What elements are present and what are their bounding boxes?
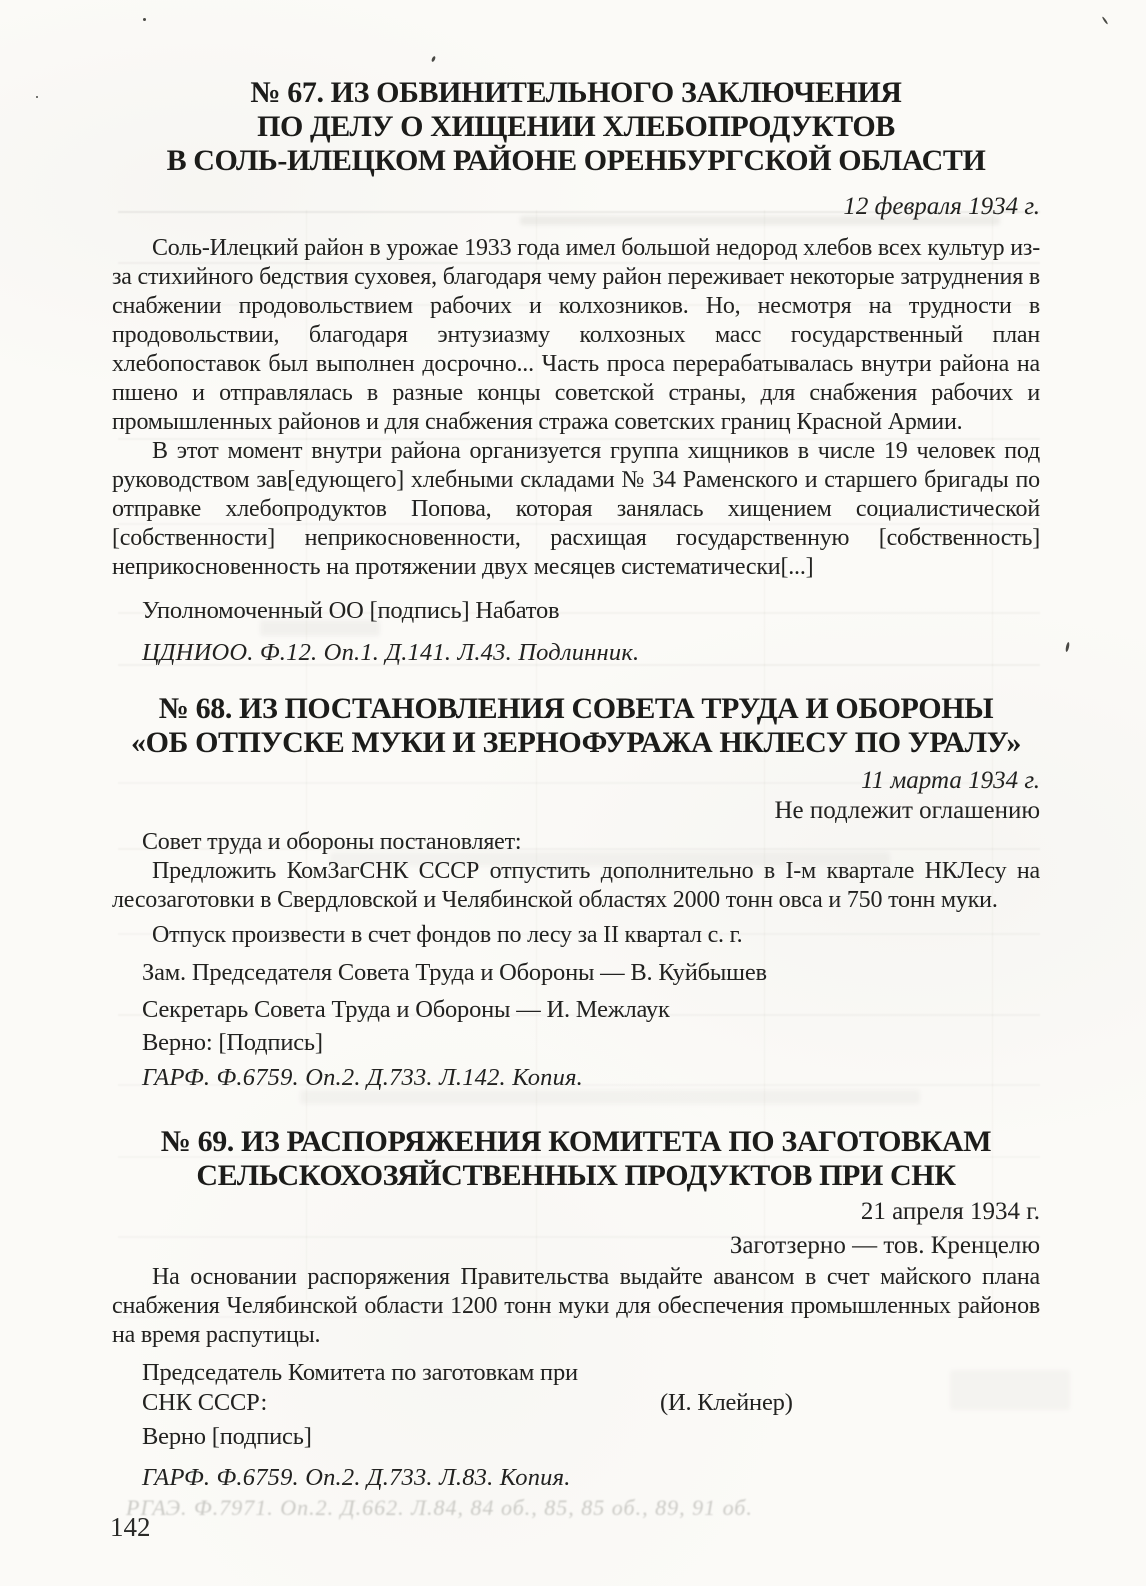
doc67-archive-ref: ЦДНИОО. Ф.12. Оп.1. Д.141. Л.43. Подлинник.	[142, 639, 640, 666]
doc69-date: 21 апреля 1934 г.	[860, 1198, 1040, 1225]
doc67-signature: Уполномоченный ОО [подпись] Набатов	[142, 597, 560, 624]
doc68-classification: Не подлежит оглашению	[774, 797, 1040, 824]
doc69-title	[112, 1125, 1040, 1193]
doc67-title-line-3: В СОЛЬ-ИЛЕЦКОМ РАЙОНЕ ОРЕНБУРГСКОЙ ОБЛАСТИ	[166, 144, 986, 177]
doc69-title-line-1: № 69. ИЗ РАСПОРЯЖЕНИЯ КОМИТЕТА ПО ЗАГОТОВКАМ	[160, 1125, 992, 1158]
doc69-signature-role-line-2: СНК СССР:	[142, 1389, 268, 1416]
doc69-title-line-2: СЕЛЬСКОХОЗЯЙСТВЕННЫХ ПРОДУКТОВ ПРИ СНК	[196, 1159, 956, 1192]
doc69-signature-row	[112, 1388, 1040, 1418]
doc68-date: 11 марта 1934 г.	[860, 767, 1040, 794]
doc67-paragraph-1: Соль-Илецкий район в урожае 1933 года имел большой недород хлебов всех культур из-за стихийного бедствия суховея, благодаря чему район переживает некоторые затруднения в снабжении продовольствием рабочих и колхозников. Но, несмотря на трудности в продовольствии, благодаря энтузиазму колхозных масс государственный план хлебопоставок был выполнен досрочно... Часть проса перерабатывалась внутри района на пшено и отправлялась в разные концы советской страны, для снабжения рабочих и промышленных районов и для снабжения стража советских границ Красной Армии.	[112, 235, 1040, 435]
scan-speck	[1065, 642, 1070, 652]
doc67-title	[112, 76, 1040, 178]
doc68-title-line-2: «ОБ ОТПУСКЕ МУКИ И ЗЕРНОФУРАЖА НКЛЕСУ ПО УРАЛУ»	[131, 726, 1021, 759]
doc69-addressee: Заготзерно — тов. Кренцелю	[729, 1232, 1040, 1259]
doc68-signature-2: Секретарь Совета Труда и Обороны — И. Межлаук	[142, 996, 670, 1023]
doc67-paragraph-2: В этот момент внутри района организуется группа хищников в числе 19 человек под руководством зав[едующего] хлебными складами № 34 Раменского и старшего бригады по отправке хлебопродуктов Попова, которая занялась хищением социалистической [собственности] неприкосновенности, расхищая государственную [собственность] неприкосновенность на протяжении двух месяцев систематически[...]	[112, 438, 1040, 580]
doc69-signature-role-line-1: Председатель Комитета по заготовкам при	[142, 1359, 578, 1386]
doc68-certification: Верно: [Подпись]	[142, 1029, 323, 1056]
scan-speck	[36, 96, 38, 98]
doc68-title	[112, 692, 1040, 760]
bleedthrough-text: РГАЭ. Ф.7971. Оп.2. Д.662. Л.84, 84 об., 85, 85 об., 89, 91 об.	[126, 1495, 753, 1520]
doc67-date: 12 февраля 1934 г.	[843, 193, 1040, 220]
doc68-signature-1: Зам. Председателя Совета Труда и Обороны — В. Куйбышев	[142, 959, 767, 986]
scan-speck	[1102, 16, 1109, 25]
doc68-paragraph-2: Предложить КомЗагСНК СССР отпустить дополнительно в I-м квартале НКЛесу на лесозаготовки в Свердловской и Челябинской областях 2000 тонн овса и 750 тонн муки.	[112, 858, 1040, 913]
page-number: 142	[110, 1512, 151, 1542]
doc67-title-line-2: ПО ДЕЛУ О ХИЩЕНИИ ХЛЕБОПРОДУКТОВ	[257, 110, 895, 143]
doc68-paragraph-1: Совет труда и обороны постановляет:	[142, 829, 522, 855]
doc67-title-line-1: № 67. ИЗ ОБВИНИТЕЛЬНОГО ЗАКЛЮЧЕНИЯ	[250, 76, 902, 109]
doc69-paragraph-1: На основании распоряжения Правительства выдайте авансом в счет майского плана снабжения Челябинской области 1200 тонн муки для обеспечения промышленных районов на время распутицы.	[112, 1264, 1040, 1348]
doc69-certification: Верно [подпись]	[142, 1423, 312, 1450]
doc69-signature-name: (И. Клейнер)	[660, 1389, 793, 1416]
doc68-title-line-1: № 68. ИЗ ПОСТАНОВЛЕНИЯ СОВЕТА ТРУДА И ОБОРОНЫ	[158, 692, 994, 725]
page-content	[112, 0, 1040, 1521]
doc69-archive-ref: ГАРФ. Ф.6759. Оп.2. Д.733. Л.83. Копия.	[142, 1464, 571, 1491]
doc68-paragraph-3: Отпуск произвести в счет фондов по лесу за II квартал с. г.	[152, 922, 743, 948]
doc68-archive-ref: ГАРФ. Ф.6759. Оп.2. Д.733. Л.142. Копия.	[142, 1064, 583, 1091]
